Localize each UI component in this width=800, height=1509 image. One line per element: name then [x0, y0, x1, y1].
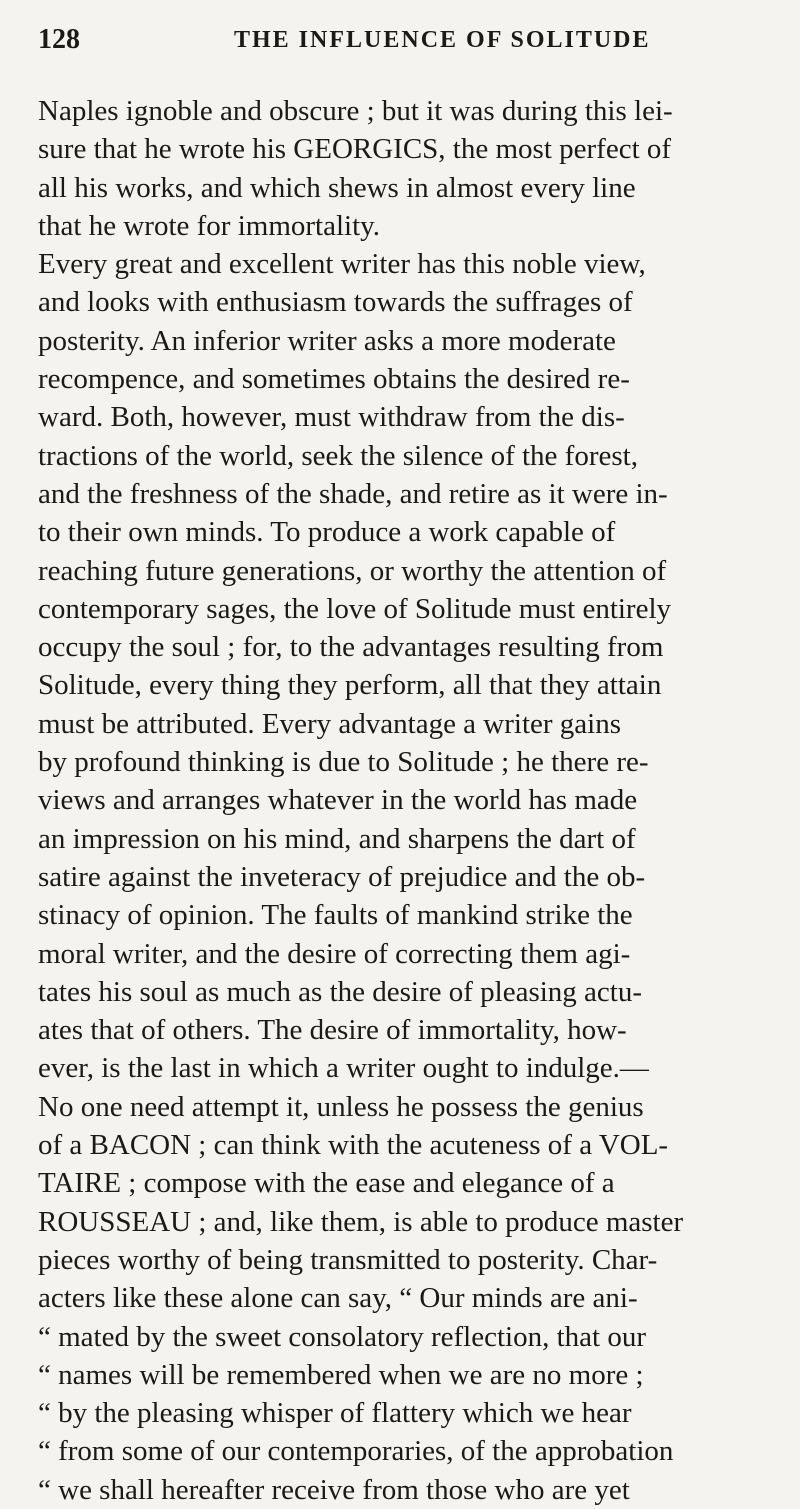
body-text [38, 92, 800, 1509]
text-line: that he wrote for immortality. [38, 209, 380, 242]
text-line: Naples ignoble and obscure ; but it was during this lei- [38, 95, 673, 127]
text-line: pieces worthy of being transmitted to posterity. Char- [38, 1243, 658, 1276]
text-line: TAIRE ; compose with the ease and elegance of a [38, 1167, 615, 1200]
text-line: “ names will be remembered when we are no more ; [38, 1358, 644, 1391]
text-line: and the freshness of the shade, and retire as it were in- [38, 477, 668, 510]
text-line: ates that of others. The desire of immortality, how- [38, 1014, 627, 1047]
text-line: tates his soul as much as the desire of pleasing actu- [38, 975, 643, 1008]
text-line: No one need attempt it, unless he possess the genius [38, 1090, 644, 1123]
text-line: moral writer, and the desire of correcting them agi- [38, 937, 631, 970]
text-line: reaching future generations, or worthy the attention of [38, 554, 667, 587]
text-line: sure that he wrote his GEORGICS, the most perfect of [38, 133, 672, 166]
text-line: satire against the inveteracy of prejudice and the ob- [38, 860, 646, 893]
text-line: posterity. An inferior writer asks a more moderate [38, 324, 616, 357]
text-line: ward. Both, however, must withdraw from the dis- [38, 401, 625, 434]
text-line: ROUSSEAU ; and, like them, is able to produce master [38, 1205, 684, 1238]
text-line: ever, is the last in which a writer ought to indulge.— [38, 1052, 649, 1085]
text-line: acters like these alone can say, “ Our minds are ani- [38, 1282, 638, 1315]
text-line: recompence, and sometimes obtains the desired re- [38, 363, 630, 396]
text-line: Every great and excellent writer has this noble view, [38, 248, 646, 281]
running-header [38, 24, 770, 64]
text-line: views and arranges whatever in the world has made [38, 784, 638, 817]
text-line: an impression on his mind, and sharpens the dart of [38, 822, 636, 855]
text-line: of a BACON ; can think with the acuteness of a VOL- [38, 1129, 669, 1162]
text-line: “ mated by the sweet consolatory reflection, that our [38, 1320, 646, 1353]
text-line: stinacy of opinion. The faults of mankind strike the [38, 899, 633, 932]
running-title: THE INFLUENCE OF SOLITUDE [234, 27, 651, 53]
text-line: “ by the pleasing whisper of flattery which we hear [38, 1397, 632, 1430]
text-line: all his works, and which shews in almost every line [38, 171, 636, 204]
text-line: and looks with enthusiasm towards the suffrages of [38, 286, 633, 319]
text-line: occupy the soul ; for, to the advantages resulting from [38, 631, 664, 664]
text-line: “ from some of our contemporaries, of the approbation [38, 1435, 674, 1468]
text-line: tractions of the world, seek the silence of the forest, [38, 439, 638, 472]
text-line: by profound thinking is due to Solitude ; he there re- [38, 746, 649, 779]
text-line: “ we shall hereafter receive from those who are yet [38, 1473, 630, 1506]
text-line: must be attributed. Every advantage a writer gains [38, 707, 622, 740]
text-line: Solitude, every thing they perform, all that they attain [38, 669, 662, 702]
text-line: contemporary sages, the love of Solitude must entirely [38, 592, 672, 625]
text-line: to their own minds. To produce a work capable of [38, 516, 616, 549]
page-number: 128 [38, 24, 80, 55]
